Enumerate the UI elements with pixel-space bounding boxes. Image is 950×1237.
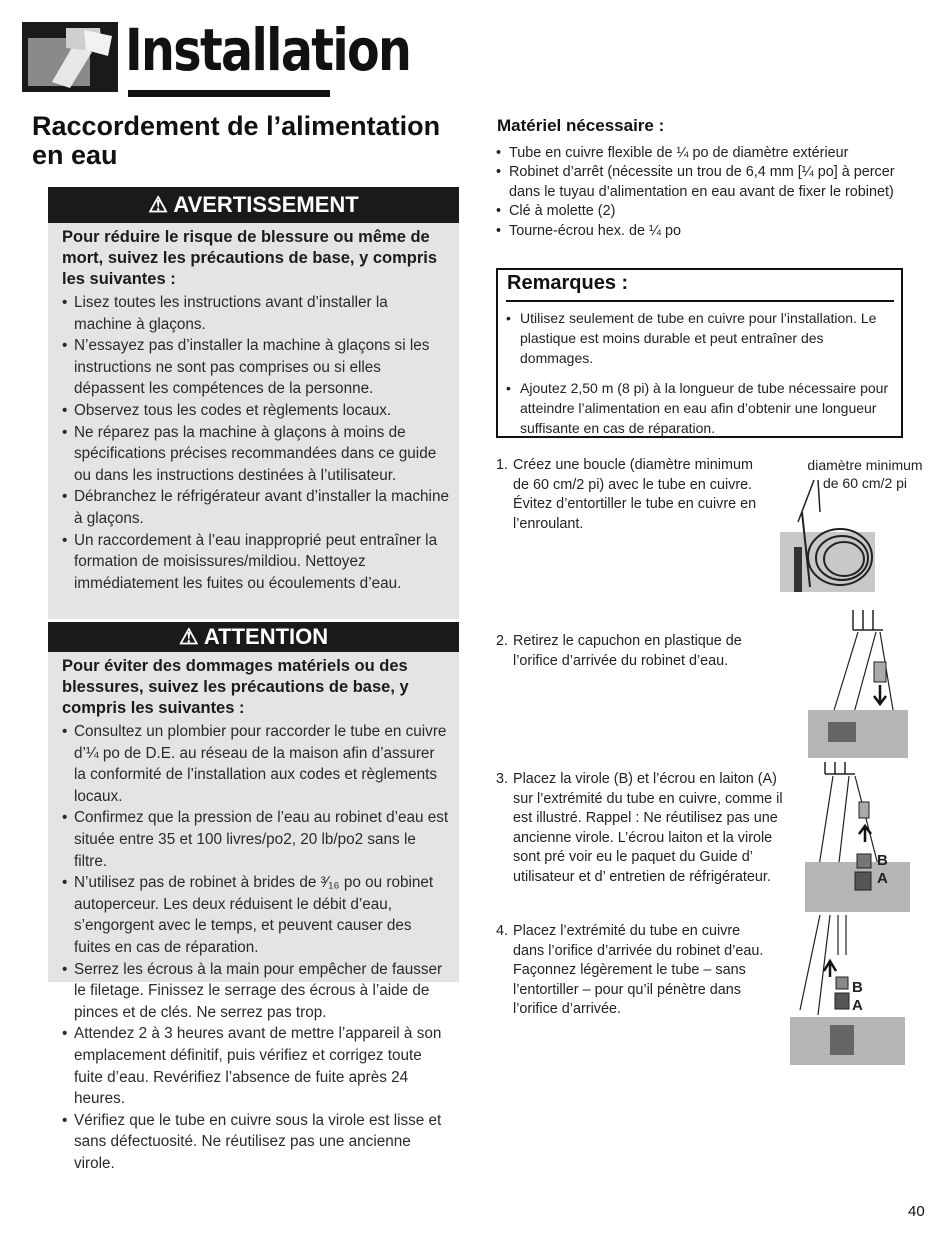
- step-number: 2.: [496, 633, 509, 649]
- list-item: • Serrez les écrous à la main pour empêcher de fausser le filetage. Finissez le serrage des écrous à l’aide de pinces et de clés. Ne serrez pas trop.: [62, 959, 449, 1024]
- list-item: • Un raccordement à l’eau inapproprié peut entraîner la formation de moisissures/mildiou. Nettoyez immédiatement les fuites ou écoulements d’eau.: [62, 530, 449, 595]
- label-b: B: [877, 852, 888, 869]
- list-item: • Ne réparez pas la machine à glaçons à moins de spécifications précises recommandées dans ce guide ou dans les instructions destinées à l’utilisateur.: [62, 422, 449, 487]
- step-1: [496, 456, 786, 534]
- step-4: [496, 922, 786, 1020]
- caution-list: [48, 721, 459, 1180]
- ferrule-nut-drawing: [805, 762, 910, 912]
- list-item: • N’utilisez pas de robinet à brides de ³⁄₁₆ po ou robinet autoperceur. Les deux réduisent le débit d’eau, s’engorgent avec le temps, et peuvent causer des fuites en cas de réparation.: [62, 872, 449, 958]
- label-b: B: [852, 979, 863, 996]
- warning-heading: ⚠ AVERTISSEMENT: [48, 187, 459, 223]
- header-rule: [128, 90, 330, 97]
- warning-lead: Pour réduire le risque de blessure ou même de mort, suivez les précautions de base, y compris les suivantes :: [62, 228, 438, 288]
- step-text: Placez la virole (B) et l’écrou en laiton (A) sur l’extrémité du tube en cuivre, comme il est illustré. Rappel : Ne réutilisez pas une ancienne virole. L’écrou laiton et la virole sont pré voir eu le paquet du Guide d’ utilisateur et d’ entretien de réfrigérateur.: [513, 771, 783, 885]
- caution-box: [48, 622, 459, 1172]
- figure-valve-cap: [808, 610, 908, 758]
- list-item: • Confirmez que la pression de l’eau au robinet d’eau est située entre 35 et 100 livres/po2, 20 lb/po2 sans le filtre.: [62, 807, 449, 872]
- step-text: Retirez le capuchon en plastique de l’orifice d’arrivée du robinet d’eau.: [513, 633, 742, 669]
- list-item: • Tourne-écrou hex. de ¼ po: [496, 222, 916, 241]
- list-item: • Tube en cuivre flexible de ¼ po de diamètre extérieur: [496, 144, 916, 163]
- installation-tool-icon: [22, 22, 118, 92]
- step-3: [496, 770, 786, 887]
- list-item: • Attendez 2 à 3 heures avant de mettre l’appareil à son emplacement définitif, puis vérifiez et corrigez toute fuite d’eau. Revérifiez l’absence de fuite après 24 heures.: [62, 1023, 449, 1109]
- step-2: [496, 632, 786, 671]
- warning-list: [48, 292, 459, 600]
- step-number: 3.: [496, 771, 509, 787]
- list-item: • Robinet d’arrêt (nécessite un trou de 6,4 mm [¼ po] à percer dans le tuyau d’alimentation en eau avant de fixer le robinet): [496, 163, 916, 202]
- step-number: 1.: [496, 457, 509, 473]
- notes-title: Remarques :: [507, 272, 629, 294]
- list-item: • Ajoutez 2,50 m (8 pi) à la longueur de tube nécessaire pour atteindre l’alimentation en eau afin d’obtenir une longueur suffisante en cas de réparation.: [506, 378, 891, 438]
- figure-insert-tube: [790, 915, 905, 1065]
- label-a: A: [877, 870, 888, 887]
- section-title: Raccordement de l’alimentation en eau: [32, 111, 441, 170]
- list-item: • N’essayez pas d’installer la machine à glaçons si les instructions ne sont pas comprises ou si elles dépassent les compétences de la personne.: [62, 335, 449, 400]
- list-item: • Vérifiez que le tube en cuivre sous la virole est lisse et sans défectuosité. Ne réutilisez pas une ancienne virole.: [62, 1110, 449, 1175]
- warning-triangle-icon: ⚠: [178, 624, 199, 649]
- page-number: 40: [908, 1203, 925, 1220]
- list-item: • Clé à molette (2): [496, 202, 916, 221]
- list-item: • Débranchez le réfrigérateur avant d’installer la machine à glaçons.: [62, 486, 449, 529]
- list-item: • Consultez un plombier pour raccorder le tube en cuivre d’¼ po de D.E. au réseau de la maison afin d’assurer la conformité de l’installation aux codes et règlements locaux.: [62, 721, 449, 807]
- notes-box: [496, 268, 903, 438]
- notes-list: [506, 308, 891, 448]
- materials-title: Matériel nécessaire :: [497, 116, 665, 135]
- caution-heading: ⚠ ATTENTION: [48, 622, 459, 652]
- label-a: A: [852, 997, 863, 1014]
- step-text: Créez une boucle (diamètre minimum de 60 cm/2 pi) avec le tube en cuivre. Évitez d’entortiller le tube en cuivre en l’enroulant.: [513, 457, 757, 532]
- coil-drawing: [780, 452, 930, 602]
- caution-lead: Pour éviter des dommages matériels ou des blessures, suivez les précautions de base, y compris les suivantes :: [62, 657, 409, 717]
- step-text: Placez l’extrémité du tube en cuivre dans l’orifice d’arrivée du robinet d’eau. Façonnez légèrement le tube – sans l’entortiller – pour qu’il pénètre dans l’orifice d’arrivée.: [513, 923, 764, 1017]
- list-item: • Lisez toutes les instructions avant d’installer la machine à glaçons.: [62, 292, 449, 335]
- list-item: • Utilisez seulement de tube en cuivre pour l’installation. Le plastique est moins durable et peut entraîner des dommages.: [506, 308, 891, 368]
- page-header-title: Installation: [125, 16, 411, 84]
- step-number: 4.: [496, 923, 509, 939]
- warning-box: [48, 187, 459, 619]
- coil-diameter-label: diamètre minimum de 60 cm/2 pi: [807, 457, 923, 491]
- list-item: • Observez tous les codes et règlements locaux.: [62, 400, 449, 422]
- figure-copper-coil: [780, 452, 930, 602]
- figure-ferrule-nut: [805, 762, 910, 912]
- valve-cap-drawing: [808, 610, 908, 758]
- warning-triangle-icon: ⚠: [148, 192, 169, 217]
- notes-rule: [506, 300, 894, 302]
- materials-list: [496, 144, 916, 241]
- insert-tube-drawing: [790, 915, 905, 1065]
